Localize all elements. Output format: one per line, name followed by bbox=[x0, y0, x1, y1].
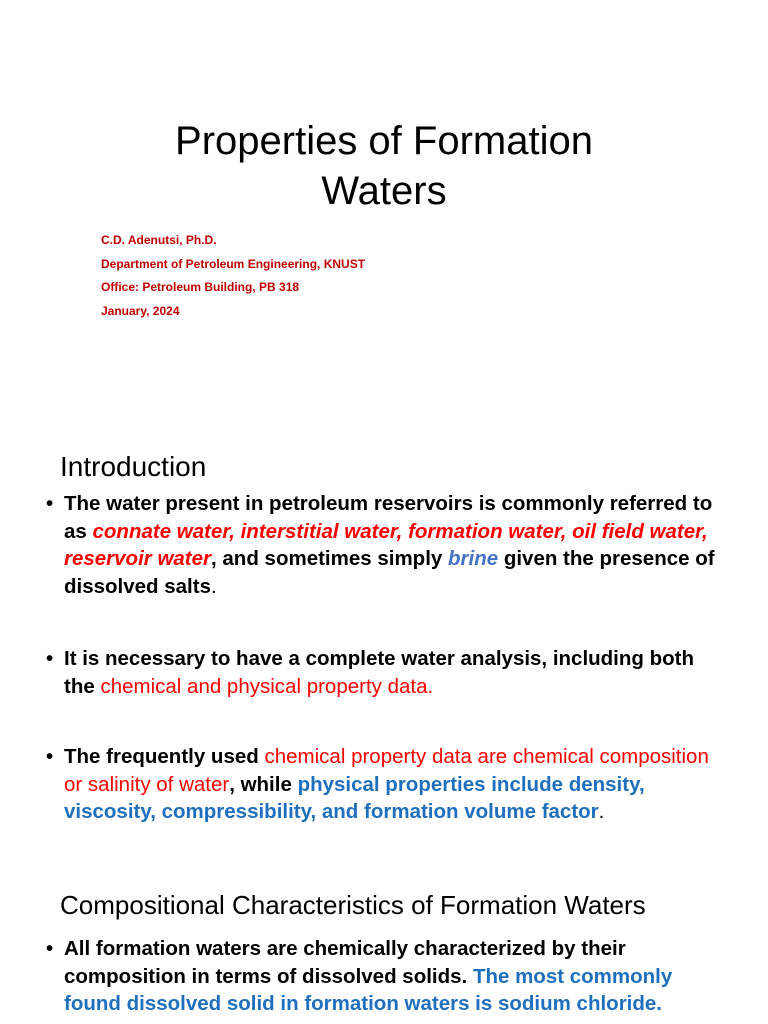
bullet-text-segment: . bbox=[598, 800, 605, 823]
author-name: C.D. Adenutsi, Ph.D. bbox=[101, 233, 217, 247]
bullet-property-data bbox=[46, 743, 726, 826]
bullet-text-segment: It is necessary to have a complete water analysis, including both the bbox=[64, 647, 695, 698]
bullet-text-segment: , and sometimes simply bbox=[211, 547, 448, 570]
chemical-property-highlight: chemical property data are chemical composition or salinity of water bbox=[64, 745, 709, 796]
bullet-text-segment: . bbox=[427, 674, 434, 698]
brine-highlight: brine bbox=[448, 547, 499, 570]
bullet-icon: • bbox=[46, 492, 54, 515]
bullet-water-analysis bbox=[46, 645, 726, 700]
author-office: Office: Petroleum Building, PB 318 bbox=[101, 280, 300, 294]
bullet-connate-water bbox=[46, 490, 726, 600]
bullet-text-segment: The frequently used bbox=[64, 745, 265, 768]
bullet-text-segment: given the presence of dissolved salts bbox=[64, 547, 715, 598]
bullet-icon: • bbox=[46, 937, 54, 960]
title-slide bbox=[0, 0, 768, 430]
bullet-text-segment: . bbox=[210, 574, 217, 598]
bullet-text bbox=[46, 645, 726, 700]
bullet-text-segment: , while bbox=[229, 772, 298, 796]
water-names-highlight: connate water, interstitial water, formation water, oil field water, reservoir water bbox=[64, 519, 708, 570]
bullet-text-segment: All formation waters are chemically characterized by their composition in terms of dissolved solids. bbox=[64, 937, 626, 988]
bullet-text bbox=[46, 935, 726, 1018]
compositional-heading: Compositional Characteristics of Formation Waters bbox=[60, 890, 646, 920]
author-info bbox=[101, 229, 365, 323]
presentation-date: January, 2024 bbox=[101, 303, 180, 318]
bullet-dissolved-solids bbox=[46, 935, 726, 1018]
slide-title bbox=[0, 116, 768, 216]
bullet-text-segment: The water present in petroleum reservoirs is commonly referred to as bbox=[64, 492, 713, 543]
introduction-heading: Introduction bbox=[60, 451, 207, 482]
property-data-highlight: chemical and physical property data bbox=[100, 674, 428, 698]
title-line-1: Properties of Formation bbox=[175, 119, 593, 163]
bullet-icon: • bbox=[46, 745, 54, 768]
author-department: Department of Petroleum Engineering, KNUST bbox=[101, 256, 366, 271]
sodium-chloride-highlight: The most commonly found dissolved solid in formation waters is sodium chloride. bbox=[64, 964, 673, 1015]
physical-property-highlight: physical properties include density, viscosity, compressibility, and formation volume factor bbox=[64, 772, 645, 823]
bullet-text bbox=[46, 490, 726, 600]
bullet-icon: • bbox=[46, 647, 54, 670]
title-line-2: Waters bbox=[321, 169, 447, 213]
introduction-slide bbox=[0, 430, 768, 1024]
bullet-text bbox=[46, 743, 726, 826]
